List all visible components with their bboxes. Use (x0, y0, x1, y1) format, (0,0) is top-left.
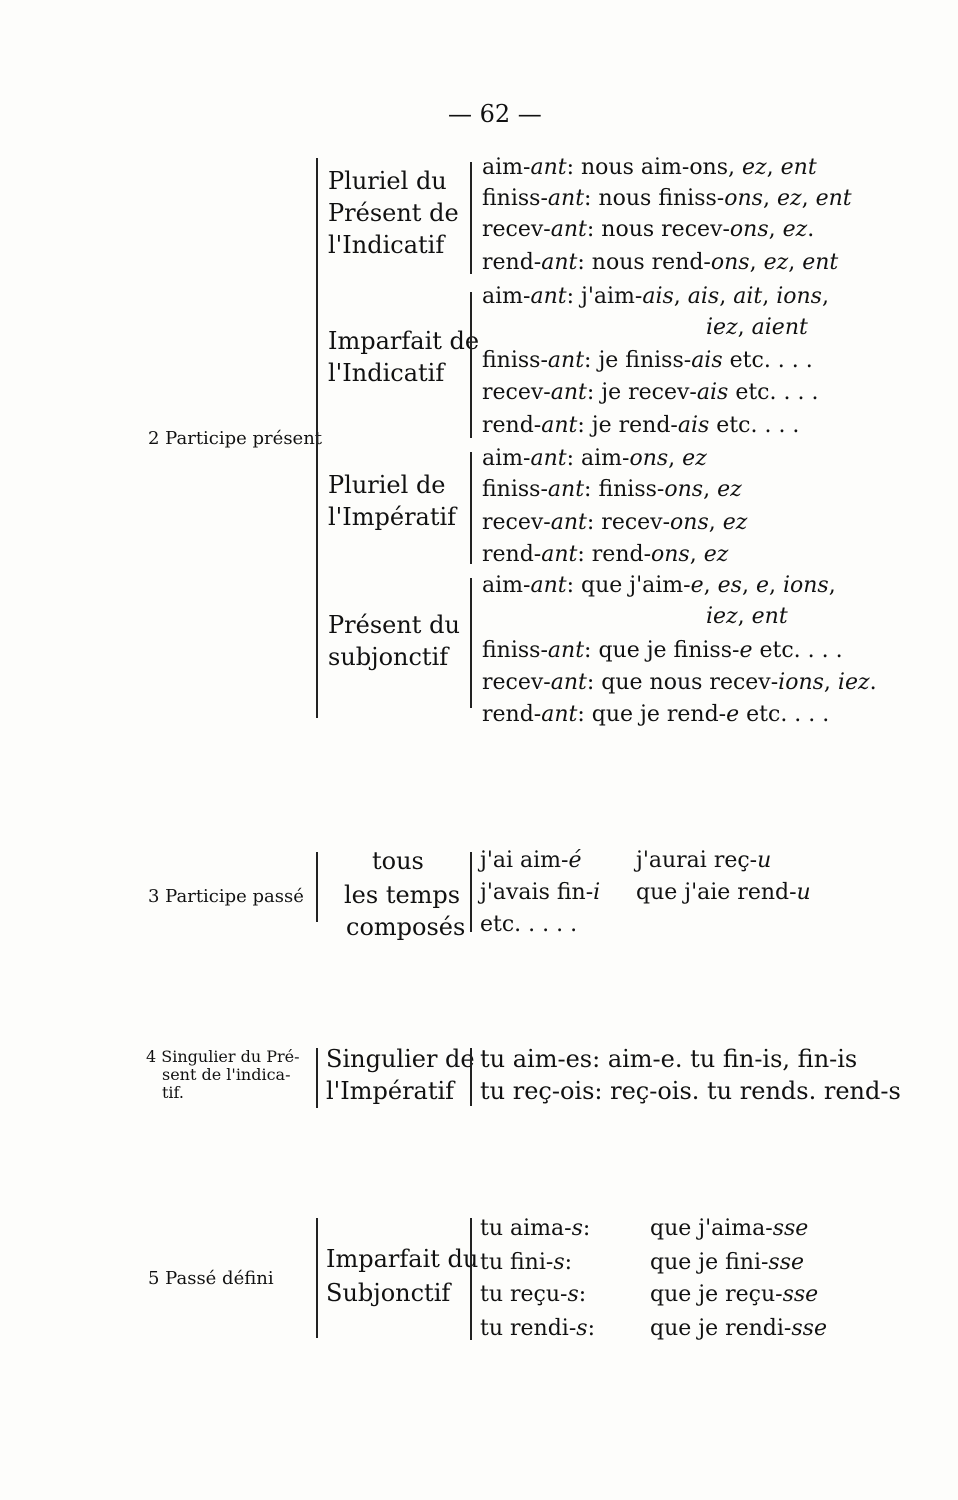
page-number: — 62 — (448, 100, 542, 128)
group2-sub4-label-2: subjonctif (328, 643, 449, 671)
group5-col1-line-2: tu fini-s: (480, 1250, 573, 1275)
group2-sub2-label-2: l'Indicatif (328, 359, 445, 387)
group2-sub4-line-5: rend-ant: que je rend-e etc. . . . (482, 702, 830, 727)
group3-col1-line-1: j'ai aim-é (480, 848, 582, 873)
group2-sub4-line-2: iez, ent (706, 604, 788, 629)
group2-sub2-line-5: rend-ant: je rend-ais etc. . . . (482, 413, 800, 438)
group2-sub3-label-1: Pluriel de (328, 471, 446, 499)
group3-middle-3: composés (346, 913, 466, 941)
group3-col1-line-2: j'avais fin-i (480, 880, 601, 905)
group2-sub1-label-2: Présent de (328, 199, 459, 227)
group2-sub1-brace (470, 162, 472, 274)
group5-col2-line-1: que j'aima-sse (650, 1216, 809, 1241)
group5-col2-line-2: que je fini-sse (650, 1250, 805, 1275)
group2-sub1-label-1: Pluriel du (328, 167, 447, 195)
group2-sub4-brace (470, 578, 472, 708)
group2-sub3-line-2: finiss-ant: finiss-ons, ez (482, 477, 742, 502)
group4-brace (316, 1048, 318, 1108)
group2-sub1-line-3: recev-ant: nous recev-ons, ez. (482, 217, 815, 242)
group2-sub2-line-2: iez, aient (706, 315, 808, 340)
group5-col1-line-4: tu rendi-s: (480, 1316, 595, 1341)
group2-sub1-line-4: rend-ant: nous rend-ons, ez, ent (482, 250, 839, 275)
group5-middle-1: Imparfait du (326, 1245, 479, 1273)
group2-sub3-line-1: aim-ant: aim-ons, ez (482, 446, 707, 471)
group5-brace (316, 1218, 318, 1338)
group3-col1-line-3: etc. . . . . (480, 912, 578, 937)
group3-middle-1: tous (372, 847, 424, 875)
group2-sub4-label-1: Présent du (328, 611, 460, 639)
group2-sub3-label-2: l'Impératif (328, 503, 457, 531)
group5-middle-2: Subjonctif (326, 1279, 451, 1307)
group2-sub2-line-4: recev-ant: je recev-ais etc. . . . (482, 380, 819, 405)
group2-sub4-line-1: aim-ant: que j'aim-e, es, e, ions, (482, 573, 836, 598)
group5-col1-line-1: tu aima-s: (480, 1216, 591, 1241)
group3-middle-2: les temps (344, 881, 461, 909)
group5-label: 5 Passé défini (148, 1268, 274, 1289)
group4-label-3: tif. (162, 1083, 184, 1102)
group2-sub1-line-2: finiss-ant: nous finiss-ons, ez, ent (482, 186, 852, 211)
group4-line-1: tu aim-es: aim-e. tu fin-is, fin-is (480, 1045, 858, 1073)
group4-middle-1: Singulier de (326, 1045, 475, 1073)
group4-middle-2: l'Impératif (326, 1077, 455, 1105)
group2-sub2-line-1: aim-ant: j'aim-ais, ais, ait, ions, (482, 284, 829, 309)
group2-sub2-line-3: finiss-ant: je finiss-ais etc. . . . (482, 348, 813, 373)
group2-sub4-line-3: finiss-ant: que je finiss-e etc. . . . (482, 638, 843, 663)
group5-brace-2 (470, 1218, 472, 1340)
group3-brace (316, 852, 318, 922)
group3-col2-line-2: que j'aie rend-u (636, 880, 811, 905)
group2-sub4-line-4: recev-ant: que nous recev-ions, iez. (482, 670, 877, 695)
group4-label-2: sent de l'indica- (162, 1065, 291, 1084)
group2-sub1-line-1: aim-ant: nous aim-ons, ez, ent (482, 155, 817, 180)
group3-col2-line-1: j'aurai reç-u (636, 848, 772, 873)
group2-sub3-brace (470, 452, 472, 564)
group2-label: 2 Participe présent (148, 428, 323, 449)
group4-label-1: 4 Singulier du Pré- (146, 1047, 300, 1066)
group4-line-2: tu reç-ois: reç-ois. tu rends. rend-s (480, 1077, 901, 1105)
group3-label: 3 Participe passé (148, 886, 304, 907)
group2-sub3-line-4: rend-ant: rend-ons, ez (482, 542, 729, 567)
group4-brace-2 (470, 1048, 472, 1106)
group5-col1-line-3: tu reçu-s: (480, 1282, 587, 1307)
group2-brace (316, 158, 318, 718)
group2-sub2-label-1: Imparfait de (328, 327, 480, 355)
group5-col2-line-4: que je rendi-sse (650, 1316, 827, 1341)
group2-sub1-label-3: l'Indicatif (328, 231, 445, 259)
group2-sub3-line-3: recev-ant: recev-ons, ez (482, 510, 748, 535)
group2-sub2-brace (470, 292, 472, 438)
group5-col2-line-3: que je reçu-sse (650, 1282, 819, 1307)
group3-brace-2 (470, 852, 472, 932)
